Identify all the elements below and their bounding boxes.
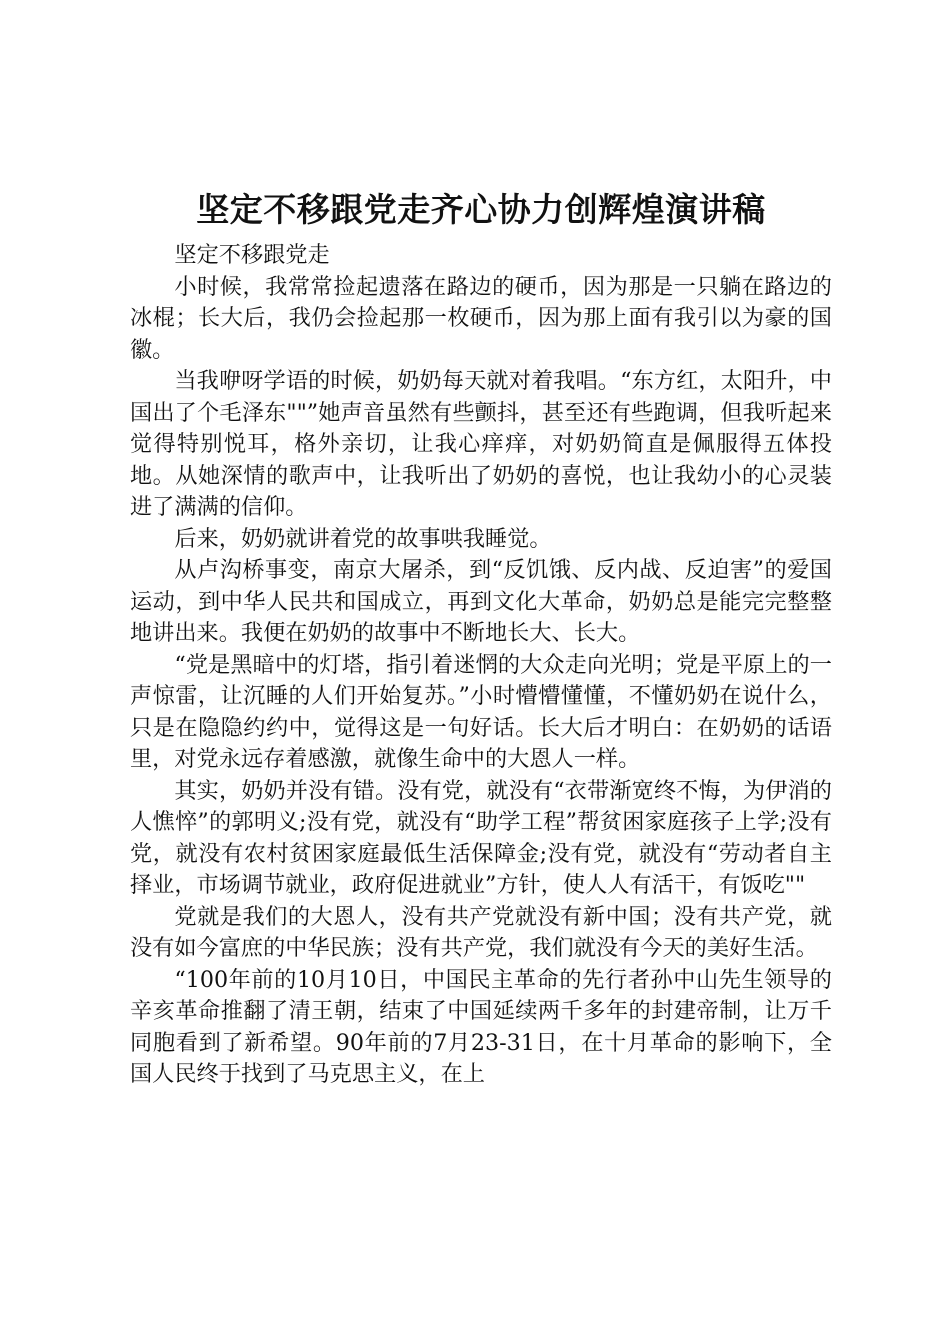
paragraph: 后来，奶奶就讲着党的故事哄我睡觉。 bbox=[174, 525, 552, 552]
document-title: 坚定不移跟党走齐心协力创辉煌演讲稿 bbox=[196, 190, 766, 229]
paragraph: “100年前的10月10日，中国民主革命的先行者孙中山先生领导的辛亥革命推翻了清王朝，结束了中国延续两千多年的封建帝制，让万千同胞看到了新希望。90年前的7月23-31日，在十月革命的影响下，全国人民终于找到了马克思主义，在上 bbox=[130, 966, 832, 1087]
paragraph: 小时候，我常常捡起遗落在路边的硬币，因为那是一只躺在路边的冰棍；长大后，我仍会捡起那一枚硬币，因为那上面有我引以为豪的国徽。 bbox=[130, 273, 832, 363]
paragraph: 其实，奶奶并没有错。没有党，就没有“衣带渐宽终不悔，为伊消的人憔悴”的郭明义;没有党，就没有“助学工程”帮贫困家庭孩子上学;没有党，就没有农村贫困家庭最低生活保障金;没有党，就没有“劳动者自主择业，市场调节就业，政府促进就业”方针，使人人有活干，有饭吃"" bbox=[130, 777, 832, 898]
paragraph-subtitle: 坚定不移跟党走 bbox=[174, 242, 330, 268]
paragraph: 党就是我们的大恩人，没有共产党就没有新中国；没有共产党，就没有如今富庶的中华民族；没有共产党，我们就没有今天的美好生活。 bbox=[130, 903, 832, 961]
paragraph: “党是黑暗中的灯塔，指引着迷惘的大众走向光明；党是平原上的一声惊雷，让沉睡的人们开始复苏。”小时懵懵懂懂，不懂奶奶在说什么，只是在隐隐约约中，觉得这是一句好话。长大后才明白：在奶奶的话语里，对党永远存着感激，就像生命中的大恩人一样。 bbox=[130, 651, 832, 772]
paragraph: 当我咿呀学语的时候，奶奶每天就对着我唱。“东方红，太阳升，中国出了个毛泽东""”她声音虽然有些颤抖，甚至还有些跑调，但我听起来觉得特别悦耳，格外亲切，让我心痒痒，对奶奶简直是佩服得五体投地。从她深情的歌声中，让我听出了奶奶的喜悦，也让我幼小的心灵装进了满满的信仰。 bbox=[130, 368, 832, 520]
paragraph: 从卢沟桥事变，南京大屠杀，到“反饥饿、反内战、反迫害”的爱国运动，到中华人民共和国成立，再到文化大革命，奶奶总是能完完整整地讲出来。我便在奶奶的故事中不断地长大、长大。 bbox=[130, 557, 832, 646]
document-page bbox=[130, 186, 832, 1091]
